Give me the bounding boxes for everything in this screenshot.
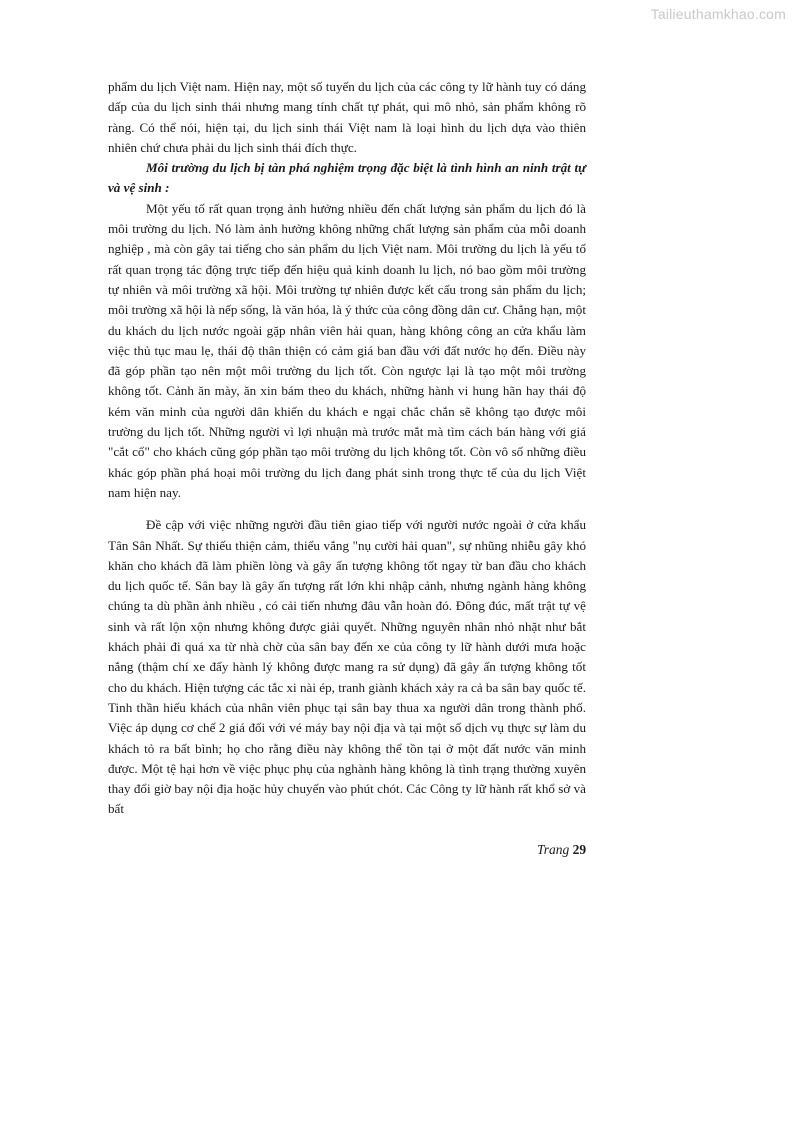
page-label: Trang [537, 842, 570, 857]
section-heading: Môi trường du lịch bị tàn phá nghiệm trọng đặc biệt là tình hình an ninh trật tự và vệ sinh : [108, 160, 586, 196]
paragraph-continuation: phẩm du lịch Việt nam. Hiện nay, một số tuyến du lịch của các công ty lữ hành tuy có dáng dấp của du lịch sinh thái nhưng mang tính chất tự phát, qui mô nhỏ, sản phẩm không rõ ràng. Có thể nói, hiện tại, du lịch sinh thái Việt nam là loại hình du lịch dựa vào thiên nhiên chứ chưa phải du lịch sinh thái đích thực. [108, 79, 586, 155]
watermark-text: Tailieuthamkhao.com [650, 6, 786, 22]
document-body [108, 77, 586, 820]
page-number: 29 [572, 842, 587, 857]
page-footer [537, 842, 586, 858]
paragraph-airport: Đề cập với việc những người đầu tiên giao tiếp với người nước ngoài ở cửa khẩu Tân Sân Nhất. Sự thiếu thiện cảm, thiếu vắng "nụ cười hải quan", sự nhũng nhiễu gây khó khăn cho khách đã làm phiền lòng và gây ấn tượng không tốt ngay từ ban đầu cho khách du lịch quốc tế. Sân bay là gây ấn tượng rất lớn khi nhập cảnh, nhưng ngành hàng không chúng ta dù phần ảnh nhiều , có cải tiến nhưng đâu vẫn hoàn đó. Đông đúc, mất trật tự vệ sinh và rất lộn xộn nhưng không được giải quyết. Những nguyên nhân nhỏ nhặt như bắt khách phải đi quá xa từ nhà chờ của sân bay đến xe của công ty lữ hành dưới mưa hoặc nắng (thậm chí xe đẩy hành lý không được mang ra sử dụng) đã gây ấn tượng không tốt cho du khách. Hiện tượng các tắc xi nài ép, tranh giành khách xảy ra cả ba sân bay quốc tế. Tinh thần hiếu khách của nhân viên phục tại sân bay thua xa người dân trong thành phố. Việc áp dụng cơ chế 2 giá đối với vé máy bay nội địa và tại một số dịch vụ thực sự làm du khách tỏ ra bất bình; họ cho rằng điều này không thể tồn tại ở một đất nước văn minh được. Một tệ hại hơn về việc phục phụ của nghành hàng không là tình trạng thường xuyên thay đổi giờ bay nội địa hoặc hủy chuyến vào phút chót. Các Công ty lữ hành rất khổ sở và bất [108, 517, 586, 817]
paragraph-environment: Một yếu tố rất quan trọng ảnh hưởng nhiều đến chất lượng sản phẩm du lịch đó là môi trường du lịch. Nó làm ảnh hưởng không những chất lượng sản phẩm của mỗi doanh nghiệp , mà còn gây tai tiếng cho sản phẩm du lịch Việt nam. Môi trường du lịch là yếu tố rất quan trọng tác động trực tiếp đến hiệu quả kinh doanh lu lịch, nó bao gồm môi trường tự nhiên và môi trường xã hội. Môi trường tự nhiên được kết cấu trong sản phẩm du lịch; môi trường xã hội là nếp sống, là văn hóa, là ý thức của công đồng dân cư. Chẳng hạn, một du khách du lịch nước ngoài gặp nhân viên hải quan, hàng không công an cửa khẩu làm việc thủ tục mau lẹ, thái độ thân thiện có cảm giá ban đầu với đất nước họ đến. Điều này đã góp phần tạo nên một môi trường du lịch tốt. Còn ngược lại là tạo một môi trường không tốt. Cảnh ăn mày, ăn xin bám theo du khách, những hành vi hung hãn hay thái độ kém văn minh của người dân khiến du khách e ngại chắc chắn sẽ không tạo được môi trường du lịch tốt. Những người vì lợi nhuận mà trước mắt mà tìm cách bán hàng với giá "cắt cổ" cho khách cũng góp phần tạo môi trường du lịch không tốt. Còn vô số những điều khác góp phần phá hoại môi trường du lịch đang phát sinh trong thực tế của du lịch Việt nam hiện nay. [108, 200, 586, 500]
